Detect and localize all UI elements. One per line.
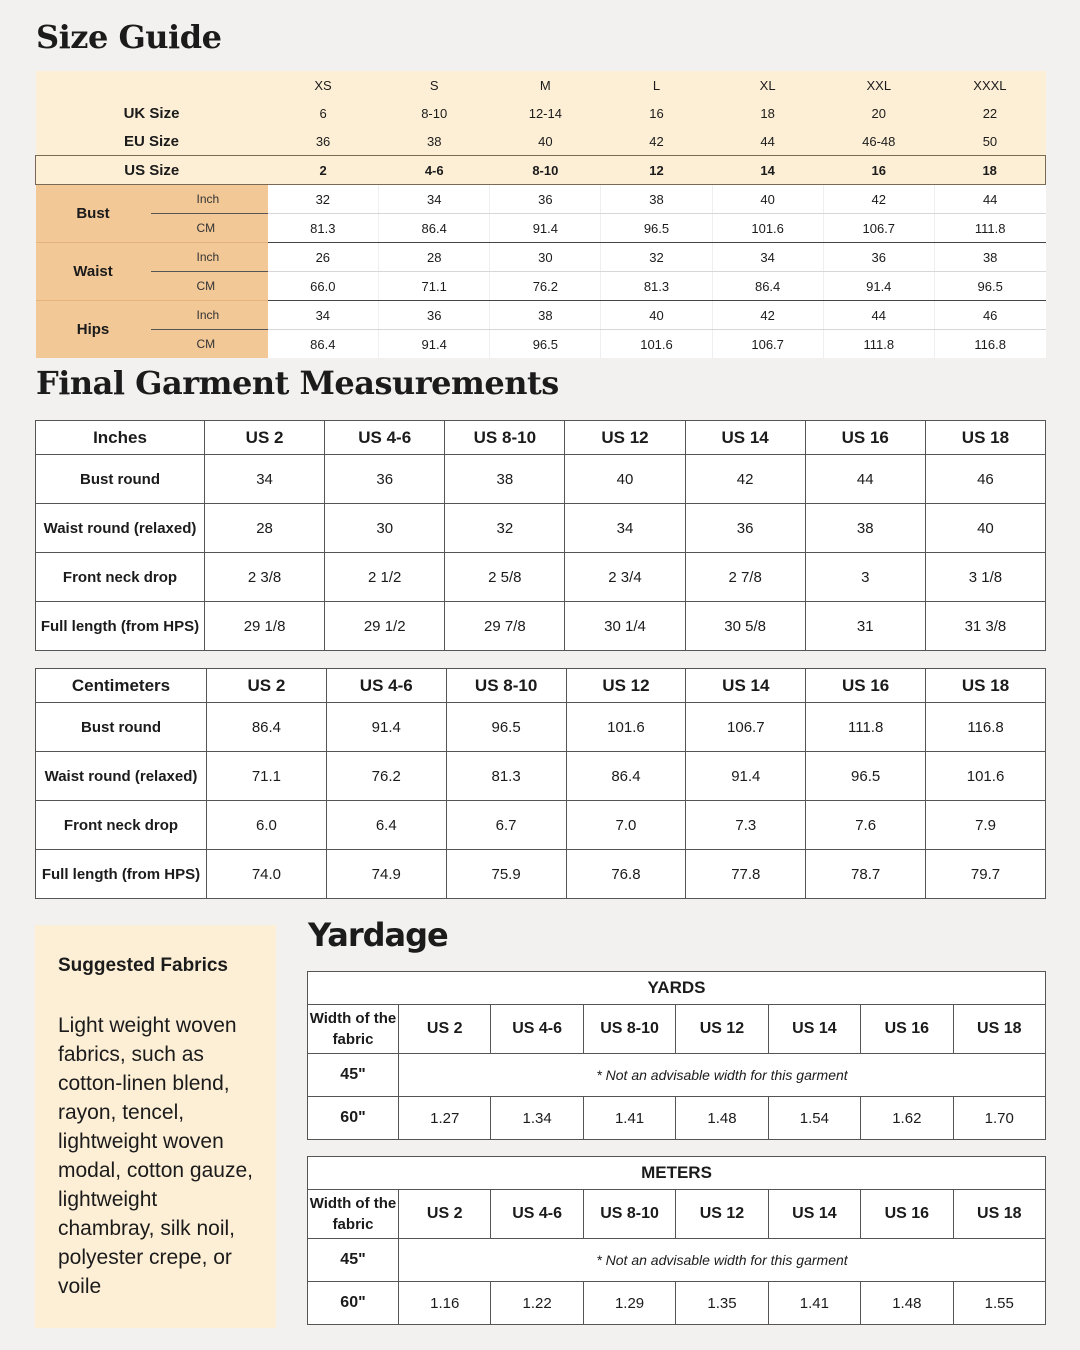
table-caption-row: [308, 972, 1046, 1005]
cell-value: 1.35: [676, 1282, 768, 1325]
size-letter: L: [601, 71, 712, 99]
size-guide-table: [35, 71, 1046, 358]
cell-value: 29 1/8: [205, 602, 325, 651]
waist-inch-value: 28: [379, 243, 490, 272]
yardage-title: Yardage: [308, 916, 448, 954]
cell-value: 7.6: [806, 801, 926, 850]
size-header: US 4-6: [326, 669, 446, 703]
cell-value: 38: [805, 504, 925, 553]
eu-size-value: 50: [934, 127, 1045, 156]
cell-value: 30: [325, 504, 445, 553]
bust-inch-value: 40: [712, 185, 823, 214]
table-header-row: [36, 669, 1046, 703]
table-row: [308, 1054, 1046, 1097]
fabric-width: 60": [308, 1097, 399, 1140]
yardage-yards-table: [307, 971, 1046, 1140]
hips-cm-value: 91.4: [379, 330, 490, 359]
hips-inch-value: 34: [268, 301, 379, 330]
eu-size-value: 42: [601, 127, 712, 156]
width-of-fabric-label: Width of the fabric: [308, 1005, 399, 1054]
meters-caption: METERS: [308, 1157, 1046, 1190]
bust-inch-value: 42: [823, 185, 934, 214]
hips-cm-value: 111.8: [823, 330, 934, 359]
cell-value: 77.8: [686, 850, 806, 899]
cell-value: 36: [325, 455, 445, 504]
uk-size-value: 12-14: [490, 99, 601, 127]
uk-size-value: 8-10: [379, 99, 490, 127]
cell-value: 1.41: [768, 1282, 860, 1325]
fabric-width: 60": [308, 1282, 399, 1325]
us-size-value: 16: [823, 156, 934, 185]
cell-value: 1.54: [768, 1097, 860, 1140]
cell-value: 34: [205, 455, 325, 504]
cell-value: 74.0: [207, 850, 327, 899]
cell-value: 75.9: [446, 850, 566, 899]
cell-value: 74.9: [326, 850, 446, 899]
unit-cm-label: CM: [151, 214, 268, 243]
hips-cm-value: 106.7: [712, 330, 823, 359]
size-header: US 8-10: [445, 421, 565, 455]
cell-value: 3 1/8: [925, 553, 1045, 602]
us-size-row: [36, 156, 1046, 185]
cell-value: 6.4: [326, 801, 446, 850]
bust-cm-value: 106.7: [823, 214, 934, 243]
cell-value: 1.27: [399, 1097, 491, 1140]
cell-value: 76.2: [326, 752, 446, 801]
waist-cm-row: [36, 272, 1046, 301]
not-advisable-note: * Not an advisable width for this garment: [399, 1054, 1046, 1097]
cell-value: 2 7/8: [685, 553, 805, 602]
suggested-fabrics-title: Suggested Fabrics: [58, 955, 228, 976]
waist-inch-value: 30: [490, 243, 601, 272]
unit-inch-label: Inch: [151, 185, 268, 214]
eu-size-value: 44: [712, 127, 823, 156]
cell-value: 116.8: [926, 703, 1046, 752]
waist-inch-value: 38: [934, 243, 1045, 272]
row-label: Bust round: [36, 455, 205, 504]
cell-value: 31 3/8: [925, 602, 1045, 651]
size-letter: S: [379, 71, 490, 99]
eu-size-value: 36: [268, 127, 379, 156]
table-caption-row: [308, 1157, 1046, 1190]
table-row: [36, 801, 1046, 850]
cell-value: 29 7/8: [445, 602, 565, 651]
cell-value: 101.6: [566, 703, 686, 752]
bust-inch-row: [36, 185, 1046, 214]
waist-inch-row: [36, 243, 1046, 272]
cell-value: 3: [805, 553, 925, 602]
uk-size-row: [36, 99, 1046, 127]
hips-inch-row: [36, 301, 1046, 330]
row-label: Full length (from HPS): [36, 850, 207, 899]
size-header: US 16: [861, 1190, 953, 1239]
cell-value: 6.0: [207, 801, 327, 850]
final-garment-title: Final Garment Measurements: [36, 364, 559, 402]
fabric-width: 45": [308, 1239, 399, 1282]
cell-value: 96.5: [446, 703, 566, 752]
cell-value: 1.48: [861, 1282, 953, 1325]
table-header-row: [308, 1190, 1046, 1239]
uk-size-label: UK Size: [36, 99, 268, 127]
cell-value: 106.7: [686, 703, 806, 752]
yards-caption: YARDS: [308, 972, 1046, 1005]
size-header: US 8-10: [446, 669, 566, 703]
table-row: [36, 455, 1046, 504]
waist-inch-value: 34: [712, 243, 823, 272]
unit-cm-label: CM: [151, 272, 268, 301]
cell-value: 1.16: [399, 1282, 491, 1325]
bust-cm-value: 91.4: [490, 214, 601, 243]
cell-value: 38: [445, 455, 565, 504]
size-header: US 12: [676, 1005, 768, 1054]
row-label: Front neck drop: [36, 801, 207, 850]
hips-label: Hips: [36, 301, 151, 359]
cell-value: 71.1: [207, 752, 327, 801]
size-header: US 2: [399, 1005, 491, 1054]
cell-value: 1.41: [583, 1097, 675, 1140]
us-size-value: 4-6: [379, 156, 490, 185]
eu-size-label: EU Size: [36, 127, 268, 156]
table-row: [36, 703, 1046, 752]
size-header: US 18: [953, 1005, 1045, 1054]
size-header: US 18: [925, 421, 1045, 455]
cell-value: 40: [925, 504, 1045, 553]
hips-inch-value: 40: [601, 301, 712, 330]
table-row: [308, 1097, 1046, 1140]
table-row: [36, 850, 1046, 899]
bust-inch-value: 32: [268, 185, 379, 214]
uk-size-value: 6: [268, 99, 379, 127]
bust-inch-value: 38: [601, 185, 712, 214]
uk-size-value: 18: [712, 99, 823, 127]
unit-inch-label: Inch: [151, 301, 268, 330]
cell-value: 44: [805, 455, 925, 504]
uk-size-value: 22: [934, 99, 1045, 127]
cell-value: 2 5/8: [445, 553, 565, 602]
size-header: US 12: [565, 421, 685, 455]
us-size-label: US Size: [36, 156, 268, 185]
cell-value: 2 3/8: [205, 553, 325, 602]
waist-cm-value: 81.3: [601, 272, 712, 301]
waist-inch-value: 36: [823, 243, 934, 272]
bust-inch-value: 36: [490, 185, 601, 214]
eu-size-value: 40: [490, 127, 601, 156]
hips-cm-value: 101.6: [601, 330, 712, 359]
hips-cm-value: 116.8: [934, 330, 1045, 359]
row-label: Bust round: [36, 703, 207, 752]
bust-cm-value: 96.5: [601, 214, 712, 243]
unit-header: Inches: [36, 421, 205, 455]
size-header: US 16: [805, 421, 925, 455]
width-of-fabric-label: Width of the fabric: [308, 1190, 399, 1239]
waist-cm-value: 91.4: [823, 272, 934, 301]
cell-value: 86.4: [207, 703, 327, 752]
cell-value: 1.70: [953, 1097, 1045, 1140]
size-letter: M: [490, 71, 601, 99]
size-header: US 8-10: [583, 1190, 675, 1239]
size-letter: XL: [712, 71, 823, 99]
hips-inch-value: 44: [823, 301, 934, 330]
waist-cm-value: 86.4: [712, 272, 823, 301]
unit-header: Centimeters: [36, 669, 207, 703]
waist-cm-value: 76.2: [490, 272, 601, 301]
hips-inch-value: 36: [379, 301, 490, 330]
cell-value: 2 3/4: [565, 553, 685, 602]
size-header: US 18: [926, 669, 1046, 703]
bust-label: Bust: [36, 185, 151, 243]
cell-value: 79.7: [926, 850, 1046, 899]
size-header: US 2: [399, 1190, 491, 1239]
bust-cm-row: [36, 214, 1046, 243]
us-size-value: 12: [601, 156, 712, 185]
cell-value: 1.55: [953, 1282, 1045, 1325]
size-letter: XXXL: [934, 71, 1045, 99]
cell-value: 34: [565, 504, 685, 553]
cell-value: 78.7: [806, 850, 926, 899]
size-header: US 16: [806, 669, 926, 703]
cell-value: 32: [445, 504, 565, 553]
hips-cm-value: 96.5: [490, 330, 601, 359]
bust-cm-value: 101.6: [712, 214, 823, 243]
size-header: US 12: [676, 1190, 768, 1239]
row-label: Waist round (relaxed): [36, 504, 205, 553]
cell-value: 31: [805, 602, 925, 651]
hips-inch-value: 42: [712, 301, 823, 330]
bust-cm-value: 111.8: [934, 214, 1045, 243]
table-row: [36, 752, 1046, 801]
size-header: US 2: [205, 421, 325, 455]
cell-value: 7.3: [686, 801, 806, 850]
size-header: US 18: [953, 1190, 1045, 1239]
hips-inch-value: 46: [934, 301, 1045, 330]
bust-cm-value: 86.4: [379, 214, 490, 243]
table-row: [308, 1239, 1046, 1282]
hips-inch-value: 38: [490, 301, 601, 330]
cell-value: 76.8: [566, 850, 686, 899]
cell-value: 28: [205, 504, 325, 553]
fabric-width: 45": [308, 1054, 399, 1097]
cell-value: 6.7: [446, 801, 566, 850]
cell-value: 7.0: [566, 801, 686, 850]
cell-value: 1.48: [676, 1097, 768, 1140]
cell-value: 30 1/4: [565, 602, 685, 651]
cell-value: 36: [685, 504, 805, 553]
us-size-value: 14: [712, 156, 823, 185]
cell-value: 86.4: [566, 752, 686, 801]
row-label: Front neck drop: [36, 553, 205, 602]
size-header: US 8-10: [583, 1005, 675, 1054]
cell-value: 7.9: [926, 801, 1046, 850]
hips-cm-row: [36, 330, 1046, 359]
table-row: [308, 1282, 1046, 1325]
cell-value: 2 1/2: [325, 553, 445, 602]
final-garment-centimeters-table: [35, 668, 1046, 899]
cell-value: 81.3: [446, 752, 566, 801]
table-row: [36, 504, 1046, 553]
unit-cm-label: CM: [151, 330, 268, 359]
size-header: US 4-6: [325, 421, 445, 455]
waist-cm-value: 66.0: [268, 272, 379, 301]
size-guide-title: Size Guide: [36, 18, 222, 56]
cell-value: 96.5: [806, 752, 926, 801]
cell-value: 1.62: [861, 1097, 953, 1140]
table-header-row: [308, 1005, 1046, 1054]
unit-inch-label: Inch: [151, 243, 268, 272]
cell-value: 40: [565, 455, 685, 504]
cell-value: 91.4: [326, 703, 446, 752]
table-row: [36, 602, 1046, 651]
uk-size-value: 20: [823, 99, 934, 127]
row-label: Waist round (relaxed): [36, 752, 207, 801]
size-header: US 14: [768, 1005, 860, 1054]
waist-label: Waist: [36, 243, 151, 301]
table-header-row: [36, 421, 1046, 455]
size-header: US 4-6: [491, 1005, 583, 1054]
waist-inch-value: 32: [601, 243, 712, 272]
size-header: US 14: [768, 1190, 860, 1239]
size-header: US 4-6: [491, 1190, 583, 1239]
bust-cm-value: 81.3: [268, 214, 379, 243]
eu-size-value: 46-48: [823, 127, 934, 156]
not-advisable-note: * Not an advisable width for this garment: [399, 1239, 1046, 1282]
cell-value: 91.4: [686, 752, 806, 801]
size-letter: XS: [268, 71, 379, 99]
cell-value: 101.6: [926, 752, 1046, 801]
yardage-meters-table: [307, 1156, 1046, 1325]
hips-cm-value: 86.4: [268, 330, 379, 359]
waist-inch-value: 26: [268, 243, 379, 272]
size-header: US 14: [685, 421, 805, 455]
waist-cm-value: 96.5: [934, 272, 1045, 301]
cell-value: 42: [685, 455, 805, 504]
size-header: US 12: [566, 669, 686, 703]
suggested-fabrics-text: Light weight woven fabrics, such as cotton-linen blend, rayon, tencel, lightweight woven modal, cotton gauze, lightweight chambray, silk noil, polyester crepe, or voile: [58, 1014, 253, 1298]
cell-value: 46: [925, 455, 1045, 504]
eu-size-value: 38: [379, 127, 490, 156]
cell-value: 1.29: [583, 1282, 675, 1325]
us-size-value: 18: [934, 156, 1045, 185]
cell-value: 1.22: [491, 1282, 583, 1325]
size-letter-row: [36, 71, 1046, 99]
uk-size-value: 16: [601, 99, 712, 127]
us-size-value: 2: [268, 156, 379, 185]
bust-inch-value: 34: [379, 185, 490, 214]
cell-value: 111.8: [806, 703, 926, 752]
size-letter: XXL: [823, 71, 934, 99]
bust-inch-value: 44: [934, 185, 1045, 214]
cell-value: 1.34: [491, 1097, 583, 1140]
table-row: [36, 553, 1046, 602]
size-header: US 2: [207, 669, 327, 703]
waist-cm-value: 71.1: [379, 272, 490, 301]
suggested-fabrics-panel: [35, 925, 276, 1328]
row-label: Full length (from HPS): [36, 602, 205, 651]
cell-value: 30 5/8: [685, 602, 805, 651]
eu-size-row: [36, 127, 1046, 156]
us-size-value: 8-10: [490, 156, 601, 185]
final-garment-inches-table: [35, 420, 1046, 651]
cell-value: 29 1/2: [325, 602, 445, 651]
size-header: US 16: [861, 1005, 953, 1054]
size-header: US 14: [686, 669, 806, 703]
